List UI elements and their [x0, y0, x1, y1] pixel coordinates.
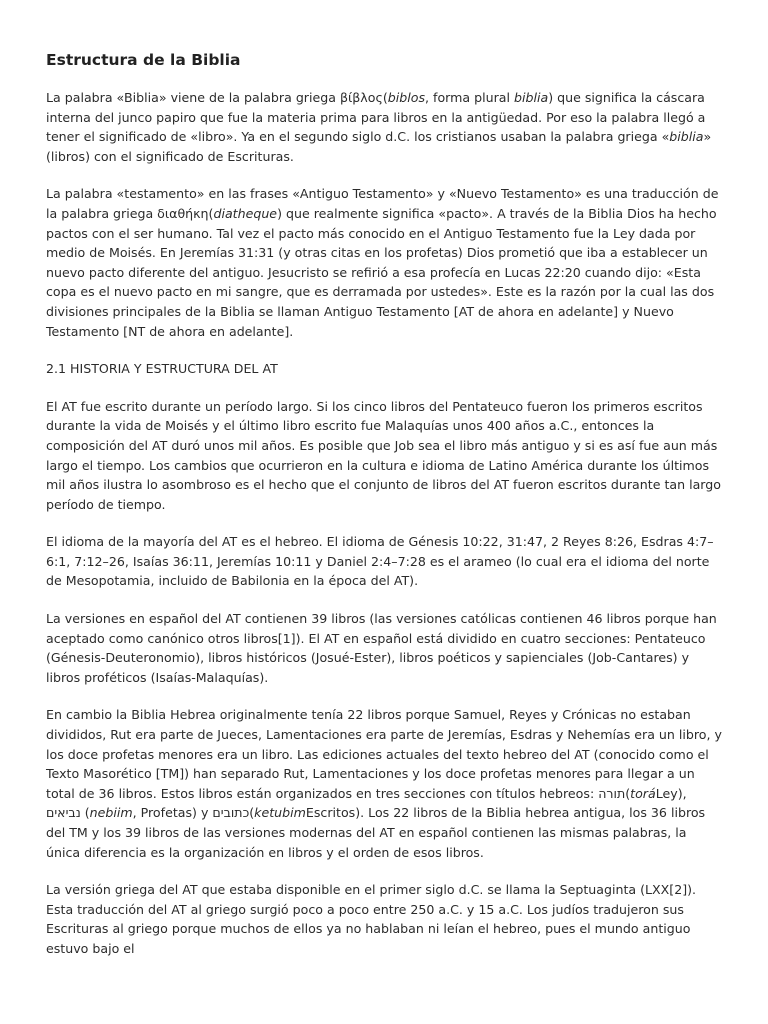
- italic-term: ketubim: [254, 805, 306, 821]
- paragraph-testamento: [46, 184, 722, 341]
- text-run: En cambio la Biblia Hebrea originalmente tenía 22 libros porque Samuel, Reyes y Crónicas no estaban divididos, Rut era parte de Jueces, Lamentaciones era parte de Jeremías, Esdras y Nehemías era un libro, y los doce profetas menores era un libro. Las ediciones actuales del texto hebreo del AT (conocido como el Texto Masorético [TM]) han separado Rut, Lamentaciones y los doce profetas menores para llegar a un total de 36 libros. Estos libros están organizados en tres secciones con títulos hebreos: תורה(: [46, 707, 722, 801]
- italic-term: biblos: [387, 90, 426, 105]
- italic-term: nebiim: [89, 805, 133, 821]
- italic-term: biblia: [669, 129, 704, 145]
- text-run: , Profetas) y כתובים(: [132, 805, 255, 821]
- paragraph-spanish-versions: La versiones en español del AT contienen 39 libros (las versiones católicas contienen 46 libros porque han aceptado como canónico otros libros[1]). El AT en español está dividido en cuatro secciones: Pentateuco (Génesis-Deuteronomio), libros históricos (Josué-Ester), libros poéticos y sapienciales (Job-Cantares) y libros proféticos (Isaías-Malaquías).: [46, 611, 717, 685]
- text-run: La palabra «Biblia» viene de la palabra griega βίβλος(: [46, 90, 388, 105]
- italic-term: biblia: [513, 90, 549, 105]
- paragraph-biblia-etymology: [46, 88, 722, 166]
- text-run: » (libros) con el significado de Escrituras.: [46, 129, 712, 164]
- text-run: ) que significa la cáscara interna del junco papiro que fue la materia prima para libros en la antigüedad. Por eso la palabra llegó a tener el significado de «libro». Ya en el segundo siglo d.C. los cristianos usaban la palabra griega «: [46, 90, 706, 145]
- italic-term: torá: [630, 785, 656, 801]
- text-run: Escritos). Los 22 libros de la Biblia hebrea antigua, los 36 libros del TM y los 39 libros de las versiones modernas del AT en español contienen las mismas palabras, la única diferencia es la organización en libros y el orden de esos libros.: [46, 805, 706, 860]
- text-run: ) que realmente significa «pacto». A través de la Biblia Dios ha hecho pactos con el ser humano. Tal vez el pacto más conocido en el Antiguo Testamento fue la Ley dada por medio de Moisés. En Jeremías 31:31 (y otras citas en los profetas) Dios prometió que iba a establecer un nuevo pacto diferente del antiguo. Jesucristo se refirió a esa profecía en Lucas 22:20 cuando dijo: «Esta copa es el nuevo pacto en mi sangre, que es derramada por ustedes». Este es la razón por la cual las dos divisiones principales de la Biblia se llaman Antiguo Testamento [AT de ahora en adelante] y Nuevo Testamento [NT de ahora en adelante].: [46, 205, 717, 339]
- paragraph-hebrew-bible: [46, 705, 722, 862]
- italic-term: diatheque: [213, 205, 278, 221]
- text-run: La palabra «testamento» en las frases «Antiguo Testamento» y «Nuevo Testamento» es una traducción de la palabra griega διαθήκη(: [46, 186, 719, 221]
- section-subtitle: 2.1 HISTORIA Y ESTRUCTURA DEL AT: [46, 361, 278, 377]
- paragraph-septuagint: La versión griega del AT que estaba disponible en el primer siglo d.C. se llama la Septuaginta (LXX[2]). Esta traducción del AT al griego surgió poco a poco entre 250 a.C. y 15 a.C. Los judíos tradujeron sus Escrituras al griego porque muchos de ellos ya no hablaban ni leían el hebreo, pues el mundo antiguo estuvo bajo el: [46, 882, 697, 956]
- text-run: Ley), נביאים (: [46, 785, 687, 821]
- document-title: Estructura de la Biblia: [46, 51, 241, 69]
- paragraph-at-history: El AT fue escrito durante un período largo. Si los cinco libros del Pentateuco fueron los primeros escritos durante la vida de Moisés y el último libro escrito fue Malaquías unos 400 años a.C., entonces la composición del AT duró unos mil años. Es posible que Job sea el libro más antiguo y si es así fue aun más largo el tiempo. Los cambios que ocurrieron en la cultura e idioma de Latino América durante los últimos mil años ilustra lo asombroso es el hecho que el conjunto de libros del AT fueron escritos durante tan largo período de tiempo.: [46, 398, 721, 512]
- paragraph-at-language: El idioma de la mayoría del AT es el hebreo. El idioma de Génesis 10:22, 31:47, 2 Reyes 8:26, Esdras 4:7–6:1, 7:12–26, Isaías 36:11, Jeremías 10:11 y Daniel 2:4–7:28 es el arameo (lo cual era el idioma del norte de Mesopotamia, incluido de Babilonia en la época del AT).: [46, 534, 714, 589]
- text-run: , forma plural: [425, 90, 514, 105]
